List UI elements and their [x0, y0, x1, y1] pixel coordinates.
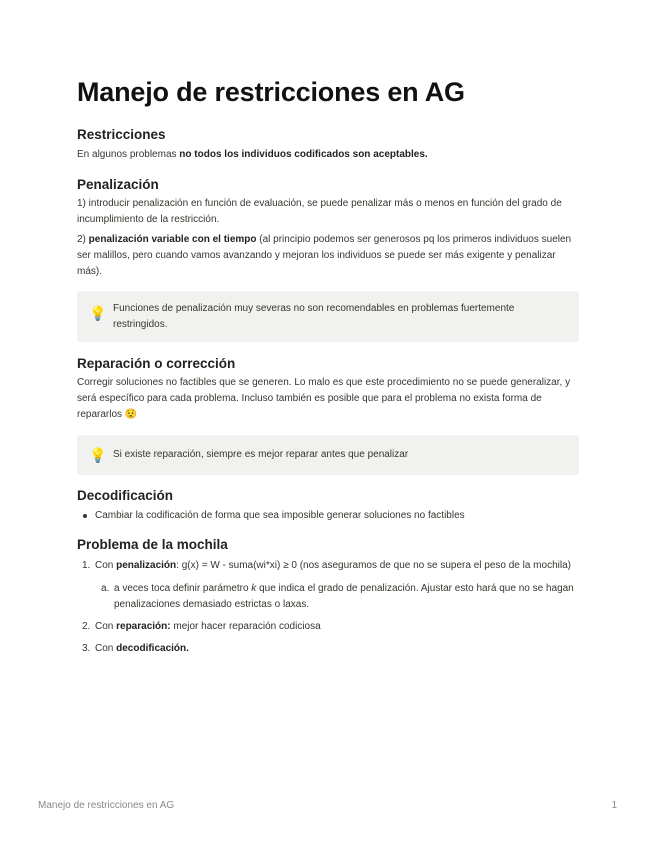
reparacion-paragraph: Corregir soluciones no factibles que se generen. Lo malo es que este procedimiento no se puede generalizar, y será específico para cada problema. Incluso también es posible que para el problema no exista forma de repararlos 😟: [77, 377, 571, 420]
penalizacion-paragraph-1: 1) introducir penalización en función de evaluación, se puede penalizar más o menos en función del grado de incumplimiento de la restricción.: [77, 198, 562, 225]
heading-decodificacion: Decodificación: [77, 488, 174, 503]
callout-text: Funciones de penalización muy severas no son recomendables en problemas fuertemente restringidos.: [113, 303, 515, 330]
lightbulb-icon: 💡: [89, 305, 107, 321]
list-item: 1. Con penalización: g(x) = W - suma(wi*xi) ≥ 0 (nos aseguramos de que no se supera el peso de la mochila) a. a veces toca definir parámetro k que indica el grado de penalización. Ajustar esto hará que no se hagan penalizaciones demasiado estrictas o laxas.: [77, 558, 579, 613]
worried-face-icon: 😟: [124, 409, 138, 420]
restricciones-paragraph: En algunos problemas no todos los individuos codificados son aceptables.: [77, 149, 428, 160]
mochila-ordered-list: [77, 558, 579, 657]
lightbulb-icon: 💡: [89, 447, 107, 463]
heading-mochila: Problema de la mochila: [77, 537, 228, 552]
callout-reparacion: [77, 435, 579, 475]
callout-text: Si existe reparación, siempre es mejor reparar antes que penalizar: [113, 449, 409, 460]
page-title: Manejo de restricciones en AG: [77, 77, 465, 107]
heading-penalizacion: Penalización: [77, 177, 159, 192]
list-item: 3. Con decodificación.: [82, 643, 189, 654]
heading-restricciones: Restricciones: [77, 127, 166, 142]
penalizacion-paragraph-2: 2) penalización variable con el tiempo (al principio podemos ser generosos pq los primeros individuos suelen ser malillos, pero cuando vamos avanzando y mejoran los individuos se puede ser más exigente y penalizar más).: [77, 234, 572, 277]
decodificacion-list: [77, 508, 465, 524]
list-subitem: a. a veces toca definir parámetro k que indica el grado de penalización. Ajustar esto hará que no se hagan penalizaciones demasiado estrictas o laxas.: [101, 583, 574, 610]
footer-page-number: 1: [611, 800, 617, 811]
list-item: Cambiar la codificación de forma que sea imposible generar soluciones no factibles: [77, 508, 465, 524]
heading-reparacion: Reparación o corrección: [77, 356, 236, 371]
footer-title: Manejo de restricciones en AG: [38, 800, 175, 811]
callout-penalizacion: [77, 291, 579, 342]
list-item: 2. Con reparación: mejor hacer reparación codiciosa: [82, 621, 321, 632]
